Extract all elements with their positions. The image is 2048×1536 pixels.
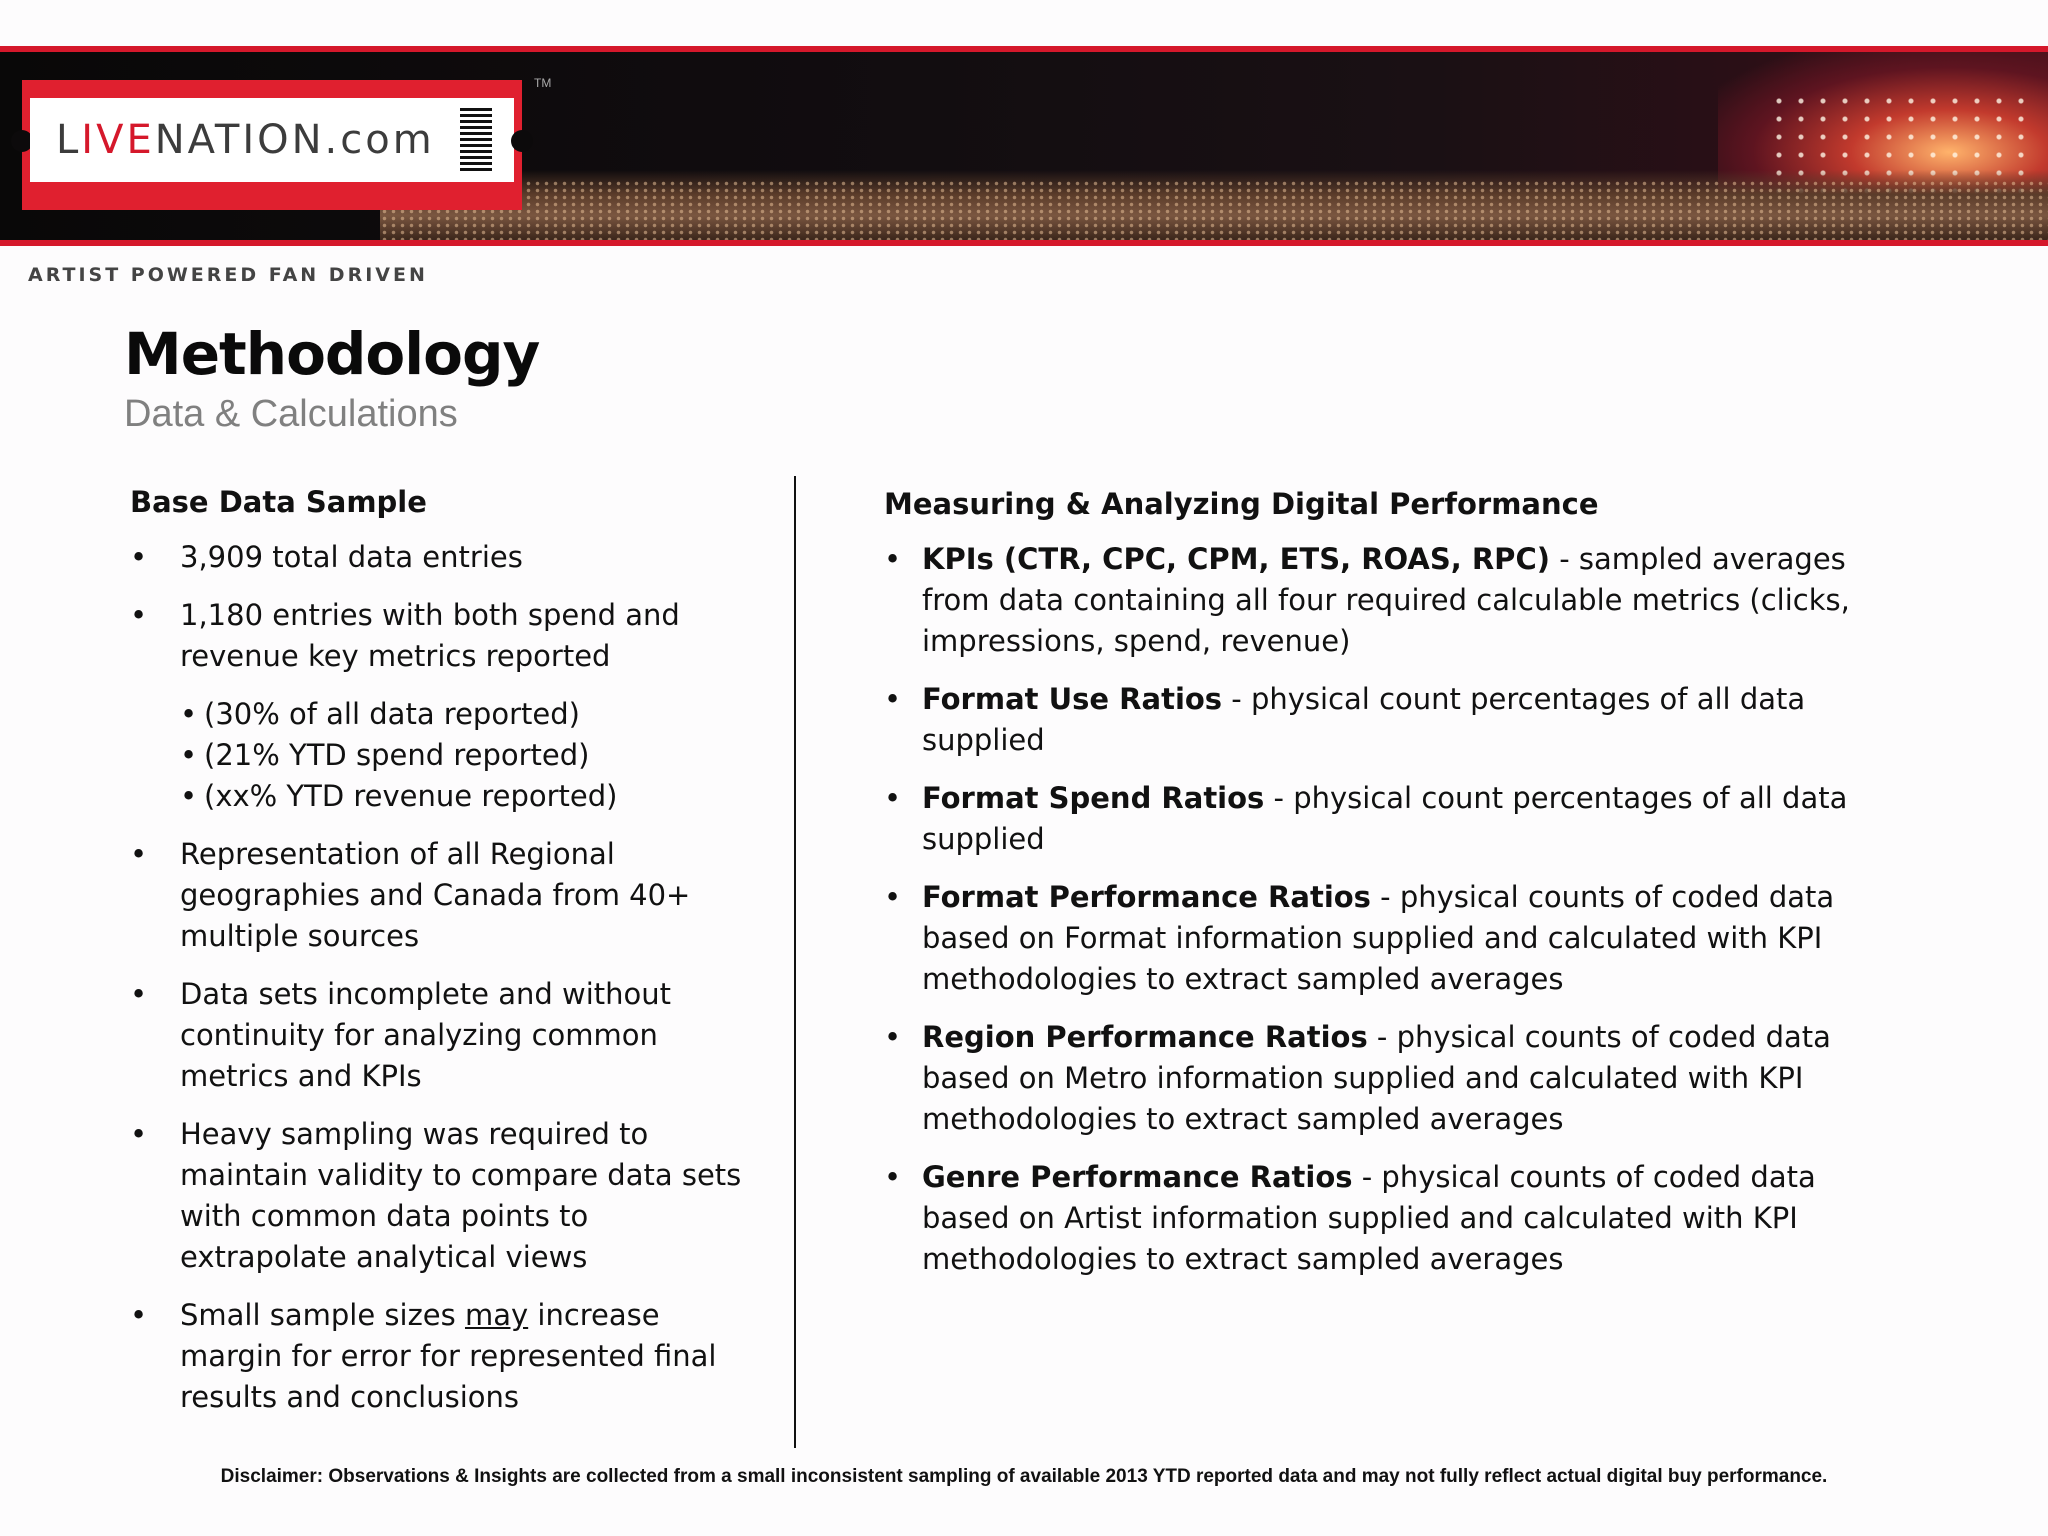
list-item <box>884 539 1894 662</box>
sub-list-item: • (xx% YTD revenue reported) <box>180 776 750 817</box>
list-item-term: Format Spend Ratios <box>922 781 1265 815</box>
list-item-term: Format Performance Ratios <box>922 880 1371 914</box>
sub-list-item: • (30% of all data reported) <box>180 694 750 735</box>
list-item <box>884 877 1894 1000</box>
page-title: Methodology <box>124 320 540 388</box>
logo-letters-rest: NATION.com <box>154 117 435 163</box>
header-banner <box>0 46 2048 246</box>
left-heading: Base Data Sample <box>130 485 427 519</box>
list-item <box>884 679 1894 761</box>
disclaimer: Disclaimer: Observations & Insights are collected from a small inconsistent sampling of available 2013 YTD reported data and may not fully reflect actual digital buy performance. <box>220 1466 1828 1487</box>
column-divider <box>794 476 796 1448</box>
barcode-icon <box>460 108 492 172</box>
underlined-word: may <box>464 1298 529 1332</box>
crowd-texture <box>380 180 2048 240</box>
list-item <box>884 1017 1894 1140</box>
list-item: • Heavy sampling was required to maintain validity to compare data sets with common data points to extrapolate analytical views <box>130 1114 750 1278</box>
right-heading: Measuring & Analyzing Digital Performance <box>884 487 1599 521</box>
ticket-notch-right <box>511 130 533 152</box>
logo-wordmark <box>56 117 435 163</box>
list-item: • Representation of all Regional geographies and Canada from 40+ multiple sources <box>130 834 750 957</box>
livenation-logo <box>22 80 522 210</box>
logo-ticket <box>30 98 514 182</box>
digital-performance-section <box>884 484 1894 1297</box>
page-subtitle: Data & Calculations <box>124 393 458 435</box>
trademark-mark: TM <box>534 76 552 90</box>
left-bullet-list <box>130 537 750 1418</box>
sub-list-item: • (21% YTD spend reported) <box>180 735 750 776</box>
list-item <box>130 1295 750 1418</box>
list-item-term: Genre Performance Ratios <box>922 1160 1353 1194</box>
list-item-desc: - sampled averages from data containing all four required calculable metrics (clicks, impressions, spend, revenue) <box>922 542 1850 658</box>
list-item-desc: - physical counts of coded data based on Artist information supplied and calculated with KPI methodologies to extract sampled averages <box>922 1160 1816 1276</box>
list-item: • 3,909 total data entries <box>130 537 750 578</box>
list-item <box>130 595 750 817</box>
list-item-text: Small sample sizes <box>180 1298 465 1332</box>
list-item-desc: - physical count percentages of all data supplied <box>922 781 1848 856</box>
list-item-text: increase margin for error for represented final results and conclusions <box>180 1298 717 1414</box>
list-item-term: KPIs (CTR, CPC, CPM, ETS, ROAS, RPC) <box>922 542 1550 576</box>
sub-bullet-list <box>180 694 750 817</box>
list-item-desc: - physical count percentages of all data supplied <box>922 682 1806 757</box>
right-bullet-list <box>884 539 1894 1280</box>
list-item-desc: - physical counts of coded data based on Metro information supplied and calculated with KPI methodologies to extract sampled averages <box>922 1020 1831 1136</box>
list-item-desc: - physical counts of coded data based on Format information supplied and calculated with KPI methodologies to extract sampled averages <box>922 880 1835 996</box>
logo-letter-l: L <box>56 117 82 163</box>
list-item-term: Region Performance Ratios <box>922 1020 1368 1054</box>
tagline: ARTIST POWERED FAN DRIVEN <box>28 264 428 286</box>
logo-letters-ve: VE <box>96 117 155 163</box>
list-item-text: 1,180 entries with both spend and revenue key metrics reported <box>180 598 680 673</box>
base-data-sample-section <box>130 482 750 1435</box>
list-item-term: Format Use Ratios <box>922 682 1223 716</box>
list-item <box>884 1157 1894 1280</box>
list-item: • Data sets incomplete and without continuity for analyzing common metrics and KPIs <box>130 974 750 1097</box>
logo-letter-i: I <box>81 117 97 163</box>
list-item <box>884 778 1894 860</box>
